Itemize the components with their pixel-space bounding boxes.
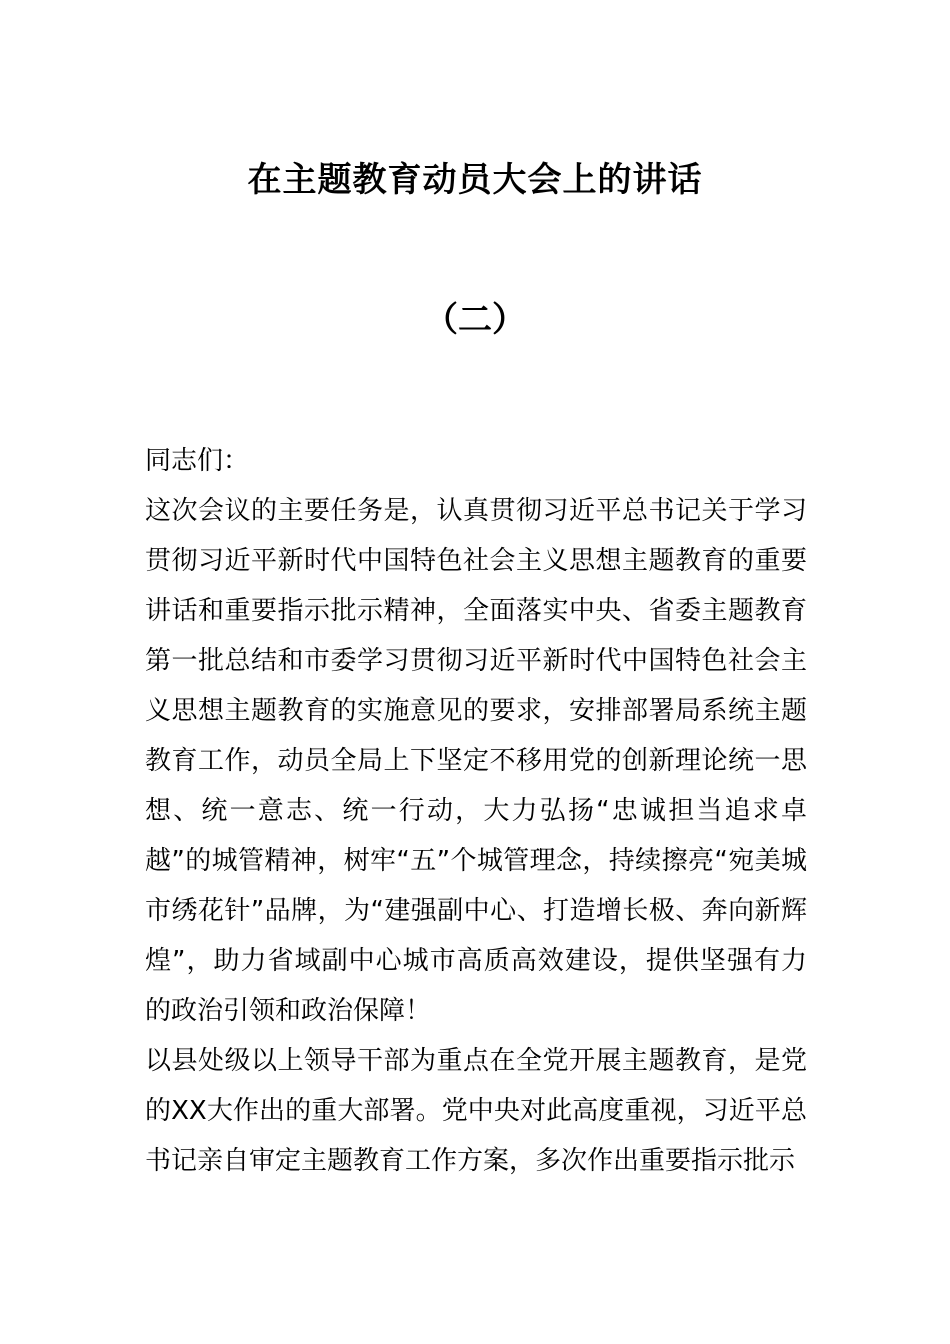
paragraph: 这次会议的主要任务是，认真贯彻习近平总书记关于学习贯彻习近平新时代中国特色社会主义思想主题教育的重要讲话和重要指示批示精神，全面落实中央、省委主题教育第一批总结和市委学习贯彻习近平新时代中国特色社会主义思想主题教育的实施意见的要求，安排部署局系统主题教育工作，动员全局上下坚定不移用党的创新理论统一思想、统一意志、统一行动，大力弘扬“忠诚担当追求卓越”的城管精神，树牢“五”个城管理念，持续擦亮“宛美城市绣花针”品牌，为“建强副中心、打造增长极、奔向新辉煌”，助力省域副中心城市高质高效建设，提供坚强有力的政治引领和政治保障！: [145, 496, 807, 1026]
salutation: 同志们：: [145, 446, 250, 476]
paragraph: 以县处级以上领导干部为重点在全党开展主题教育，是党的XX大作出的重大部署。党中央对此高度重视，习近平总书记亲自审定主题教育工作方案，多次作出重要指示批示: [145, 1046, 807, 1176]
document-body: [145, 436, 807, 1186]
document-title: 在主题教育动员大会上的讲话: [247, 160, 703, 200]
document-subtitle: （二）: [424, 300, 526, 340]
